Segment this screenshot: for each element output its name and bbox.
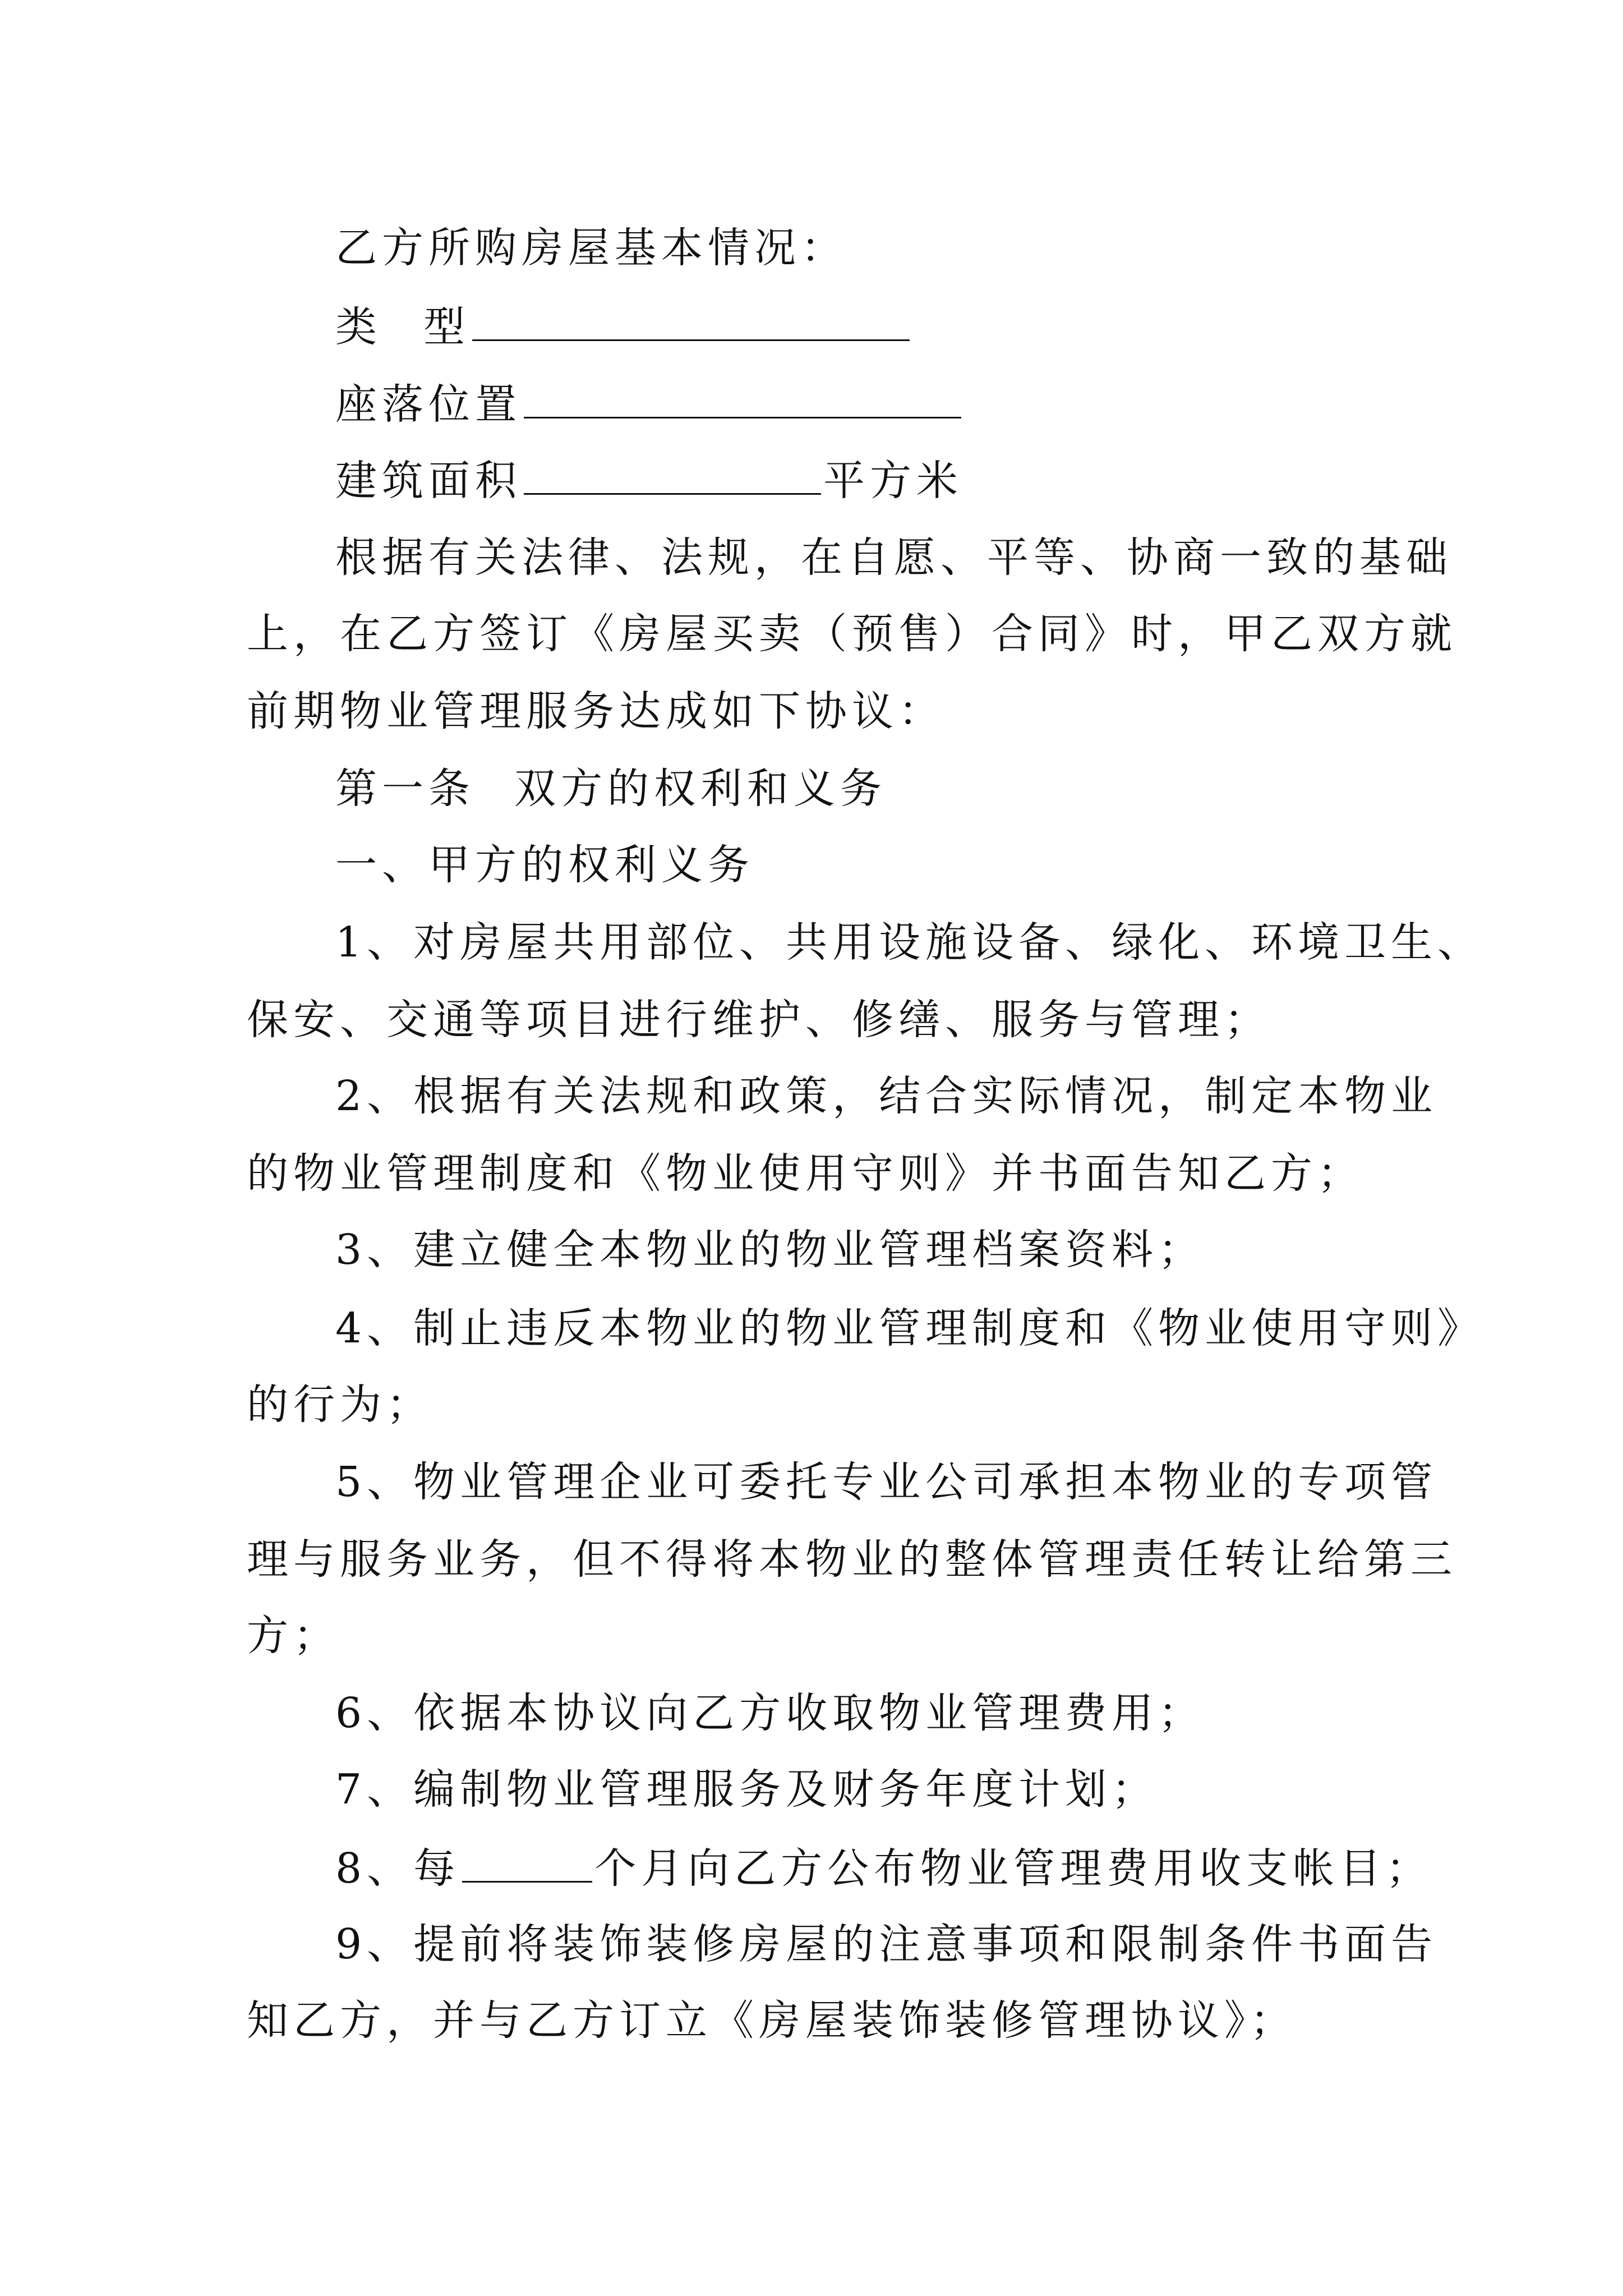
item-5-line-3: 方； — [247, 1612, 340, 1660]
item-8 — [335, 1844, 1433, 1893]
location-field — [335, 380, 963, 429]
type-field — [335, 303, 912, 351]
area-label: 建筑面积 — [335, 457, 522, 505]
item-2-line-1: 2、根据有关法规和政策，结合实际情况，制定本物业 — [335, 1072, 1438, 1120]
location-blank — [524, 382, 961, 418]
intro-line-3: 前期物业管理服务达成如下协议： — [247, 687, 945, 735]
item-2-line-2: 的物业管理制度和《物业使用守则》并书面告知乙方； — [247, 1149, 1364, 1198]
item-8-suffix: 个月向乙方公布物业管理费用收支帐目； — [594, 1844, 1433, 1893]
item-1-line-2: 保安、交通等项目进行维护、修缮、服务与管理； — [247, 996, 1271, 1044]
item-9-line-2: 知乙方，并与乙方订立《房屋装饰装修管理协议》； — [247, 1996, 1297, 2045]
item-4-line-2: 的行为； — [247, 1381, 433, 1429]
item-4-line-1: 4、制止违反本物业的物业管理制度和《物业使用守则》 — [335, 1304, 1484, 1352]
area-field — [335, 457, 963, 505]
item-9-line-1: 9、提前将装饰装修房屋的注意事项和限制条件书面告 — [335, 1920, 1438, 1968]
article-1-number: 第一条 — [335, 765, 475, 813]
item-7: 7、编制物业管理服务及财务年度计划； — [335, 1765, 1159, 1814]
intro-line-2: 上，在乙方签订《房屋买卖（预售）合同》时，甲乙双方就 — [247, 610, 1457, 658]
location-label: 座落位置 — [335, 380, 522, 429]
area-blank — [524, 458, 821, 495]
article-1-heading — [335, 765, 887, 813]
type-blank — [472, 305, 910, 341]
item-8-prefix: 8、每 — [335, 1844, 460, 1893]
area-unit: 平方米 — [823, 457, 963, 505]
section-1-title: 一、甲方的权利义务 — [335, 841, 754, 889]
intro-line-1: 根据有关法律、法规，在自愿、平等、协商一致的基础 — [335, 533, 1453, 582]
item-6: 6、依据本协议向乙方收取物业管理费用； — [335, 1689, 1205, 1737]
item-1-line-1: 1、对房屋共用部位、共用设施设备、绿化、环境卫生、 — [335, 918, 1484, 967]
type-label-char-2: 型 — [423, 303, 470, 351]
house-info-title: 乙方所购房屋基本情况： — [335, 224, 847, 272]
article-1-title: 双方的权利和义务 — [514, 765, 887, 813]
item-8-blank — [462, 1846, 592, 1883]
type-label-char-1: 类 — [335, 303, 382, 351]
item-5-line-1: 5、物业管理企业可委托专业公司承担本物业的专项管 — [335, 1458, 1438, 1506]
item-5-line-2: 理与服务业务，但不得将本物业的整体管理责任转让给第三 — [247, 1535, 1457, 1584]
item-3: 3、建立健全本物业的物业管理档案资料； — [335, 1226, 1205, 1274]
